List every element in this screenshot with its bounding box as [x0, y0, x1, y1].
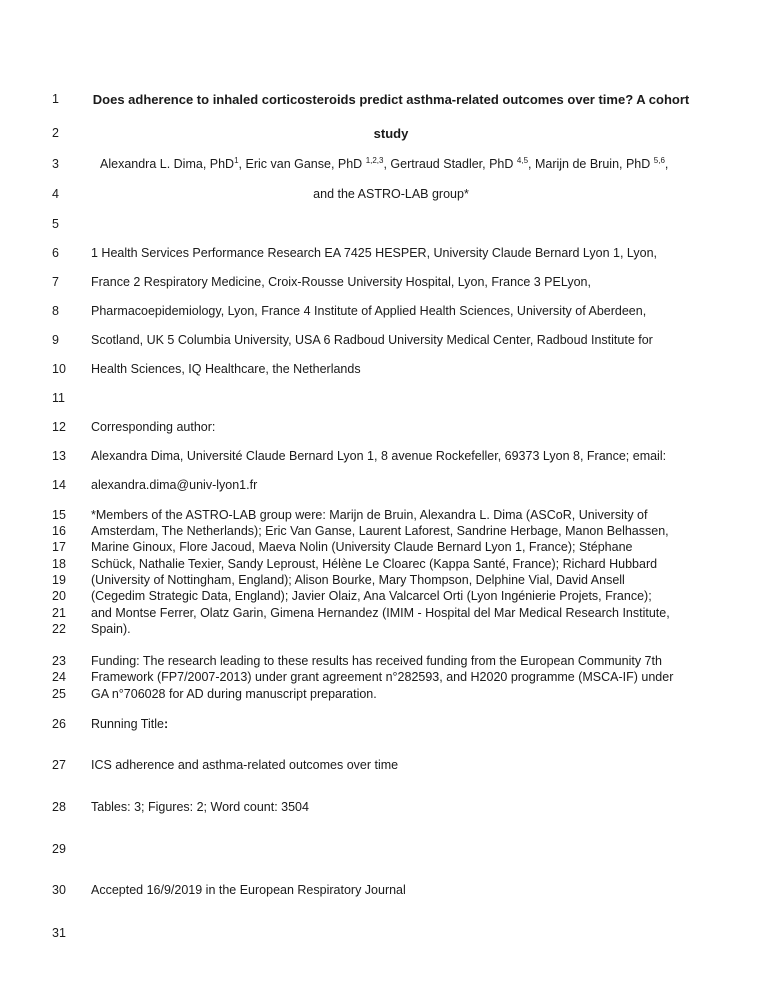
author-name: , Eric van Ganse, PhD [238, 157, 366, 171]
line-number: 23 [52, 654, 66, 668]
author-group: and the ASTRO-LAB group* [313, 187, 469, 201]
author-affiliation: 5,6 [653, 155, 665, 165]
funding-line: Framework (FP7/2007-2013) under grant agreement n°282593, and H2020 programme (MSCA-IF) under [91, 670, 674, 684]
paper-title-line-1: Does adherence to inhaled corticosteroids predict asthma-related outcomes over time? A cohort [92, 92, 690, 107]
paper-title-line-2: study [373, 126, 409, 141]
funding-line: GA n°706028 for AD during manuscript preparation. [91, 687, 377, 701]
members-line: (University of Nottingham, England); Alison Bourke, Mary Thompson, Delphine Vial, David Ansell [91, 573, 625, 587]
author-affiliation: 4,5 [516, 155, 529, 165]
affiliation-line: France 2 Respiratory Medicine, Croix-Rousse University Hospital, Lyon, France 3 PELyon, [91, 275, 591, 289]
line-number: 3 [52, 157, 59, 171]
line-number: 7 [52, 275, 59, 289]
line-number: 21 [52, 606, 66, 620]
line-number: 27 [52, 758, 66, 772]
members-line: Amsterdam, The Netherlands); Eric Van Ganse, Laurent Laforest, Sandrine Herbage, Manon Belhassen, [91, 524, 669, 538]
line-number: 25 [52, 687, 66, 701]
line-number: 30 [52, 883, 66, 897]
author-affiliation: 1 [234, 155, 239, 165]
members-line: and Montse Ferrer, Olatz Garin, Gimena Hernandez (IMIM - Hospital del Mar Medical Research Institute, [91, 606, 670, 620]
line-number: 20 [52, 589, 66, 603]
line-number: 10 [52, 362, 66, 376]
author-line [100, 157, 680, 171]
counts: Tables: 3; Figures: 2; Word count: 3504 [91, 800, 309, 814]
line-number: 13 [52, 449, 66, 463]
line-number: 16 [52, 524, 66, 538]
affiliation-line: Health Sciences, IQ Healthcare, the Netherlands [91, 362, 361, 376]
line-number: 11 [52, 391, 65, 405]
members-line: Schück, Nathalie Texier, Sandy Leproust, Hélène Le Cloarec (Kappa Santé, France); Richard Hubbard [91, 557, 658, 571]
running-title-text: ICS adherence and asthma-related outcomes over time [91, 758, 399, 772]
line-number: 9 [52, 333, 59, 347]
line-number: 29 [52, 842, 66, 856]
line-number: 4 [52, 187, 59, 201]
running-title-label [91, 717, 691, 731]
author-name: , Gertraud Stadler, PhD [383, 157, 517, 171]
accepted-note: Accepted 16/9/2019 in the European Respiratory Journal [91, 883, 406, 897]
corresponding-address: Alexandra Dima, Université Claude Bernard Lyon 1, 8 avenue Rockefeller, 69373 Lyon 8, France; email: [91, 449, 667, 463]
corresponding-label: Corresponding author: [91, 420, 216, 434]
line-number: 31 [52, 926, 66, 940]
author-name: , Marijn de Bruin, PhD [528, 157, 654, 171]
line-number: 22 [52, 622, 66, 636]
author-punctuation: , [664, 157, 669, 171]
line-number: 17 [52, 540, 66, 554]
members-line: Marine Ginoux, Flore Jacoud, Maeva Nolin (University Claude Bernard Lyon 1, France); Stéphane [91, 540, 633, 554]
line-number: 1 [52, 92, 59, 106]
line-number: 15 [52, 508, 66, 522]
line-number: 6 [52, 246, 59, 260]
line-number: 5 [52, 217, 59, 231]
funding-line: Funding: The research leading to these results has received funding from the European Community 7th [91, 654, 662, 668]
affiliation-line: Pharmacoepidemiology, Lyon, France 4 Institute of Applied Health Sciences, University of Aberdeen, [91, 304, 647, 318]
affiliation-line: 1 Health Services Performance Research EA 7425 HESPER, University Claude Bernard Lyon 1, Lyon, [91, 246, 658, 260]
line-number: 8 [52, 304, 59, 318]
running-title-label-text: Running Title [91, 717, 164, 731]
line-number: 19 [52, 573, 66, 587]
line-number: 26 [52, 717, 66, 731]
line-number: 12 [52, 420, 66, 434]
author-name: Alexandra L. Dima, PhD [100, 157, 235, 171]
members-line: (Cegedim Strategic Data, England); Javier Olaiz, Ana Valcarcel Orti (Lyon Ingénierie Projets, France); [91, 589, 652, 603]
corresponding-email: alexandra.dima@univ-lyon1.fr [91, 478, 258, 492]
author-affiliation: 1,2,3 [365, 155, 384, 165]
members-line: Spain). [91, 622, 131, 636]
running-title-colon: : [163, 717, 169, 731]
line-number: 2 [52, 126, 59, 140]
line-number: 14 [52, 478, 66, 492]
line-number: 28 [52, 800, 66, 814]
affiliation-line: Scotland, UK 5 Columbia University, USA 6 Radboud University Medical Center, Radboud Institute for [91, 333, 653, 347]
members-line: *Members of the ASTRO-LAB group were: Marijn de Bruin, Alexandra L. Dima (ASCoR, University of [91, 508, 648, 522]
line-number: 18 [52, 557, 66, 571]
line-number: 24 [52, 670, 66, 684]
